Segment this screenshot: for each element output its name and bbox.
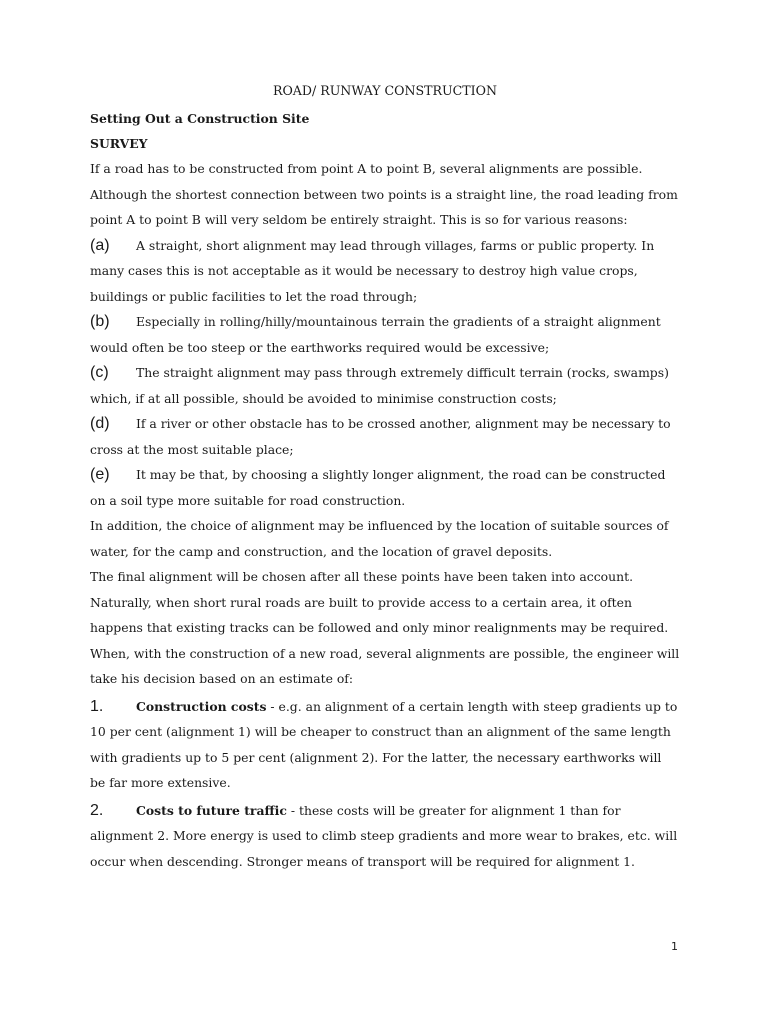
estimate-item-2	[90, 798, 680, 875]
reason-text: Especially in rolling/hilly/mountainous terrain the gradients of a straight alignment would often be too steep or the earthworks required would be excessive;	[90, 314, 661, 355]
estimate-item-1	[90, 694, 680, 796]
reason-marker: (c)	[90, 364, 109, 381]
reason-marker: (b)	[90, 313, 110, 330]
reason-marker: (e)	[90, 466, 110, 483]
body-paragraph: When, with the construction of a new road, several alignments are possible, the engineer will take his decision based on an estimate of:	[90, 645, 680, 686]
estimate-term: Costs to future traffic	[136, 802, 287, 818]
estimate-marker: 2.	[90, 801, 104, 819]
estimate-marker: 1.	[90, 697, 104, 715]
estimate-term: Construction costs	[136, 698, 267, 714]
reason-item-d	[90, 411, 680, 462]
reason-text: If a river or other obstacle has to be crossed another, alignment may be necessary to cross at the most suitable place;	[90, 416, 671, 457]
body-paragraph: The final alignment will be chosen after all these points have been taken into account. Naturally, when short rural roads are built to provide access to a certain area, it often happens that existing tracks can be followed and only minor realignments may be required.	[90, 569, 669, 635]
subtitle-heading: Setting Out a Construction Site	[90, 111, 310, 126]
reason-text: It may be that, by choosing a slightly longer alignment, the road can be constructed on a soil type more suitable for road construction.	[90, 467, 666, 508]
section-heading: SURVEY	[90, 136, 148, 151]
estimate-text: - e.g. an alignment of a certain length with steep gradients up to 10 per cent (alignment 1) will be cheaper to construct than an alignment of the same length with gradients up to 5 per cent (alignment 2). For the latter, the necessary earthworks will be far more extensive.	[90, 698, 678, 790]
estimate-text: - these costs will be greater for alignment 1 than for alignment 2. More energy is used to climb steep gradients and more wear to brakes, etc. will occur when descending. Stronger means of transport will be required for alignment 1.	[90, 802, 678, 869]
reason-item-a	[90, 233, 680, 310]
reason-marker: (d)	[90, 415, 110, 432]
reason-item-c	[90, 360, 680, 411]
reason-text: The straight alignment may pass through extremely difficult terrain (rocks, swamps) which, if at all possible, should be avoided to minimise construction costs;	[90, 365, 669, 406]
document-title: ROAD/ RUNWAY CONSTRUCTION	[272, 83, 498, 98]
reason-marker: (a)	[90, 236, 110, 254]
reason-item-b	[90, 309, 680, 360]
body-paragraph: In addition, the choice of alignment may be influenced by the location of suitable sources of water, for the camp and construction, and the location of gravel deposits.	[90, 518, 669, 559]
intro-paragraph: If a road has to be constructed from point A to point B, several alignments are possible. Although the shortest connection between two points is a straight line, the road leading from point A to point B will very seldom be entirely straight. This is so for various reasons:	[90, 161, 678, 227]
document-page	[90, 80, 680, 874]
page-number: 1	[671, 940, 678, 953]
reason-item-e	[90, 462, 680, 513]
reason-text: A straight, short alignment may lead through villages, farms or public property. In many cases this is not acceptable as it would be necessary to destroy high value crops, buildings or public facilities to let the road through;	[90, 237, 655, 304]
